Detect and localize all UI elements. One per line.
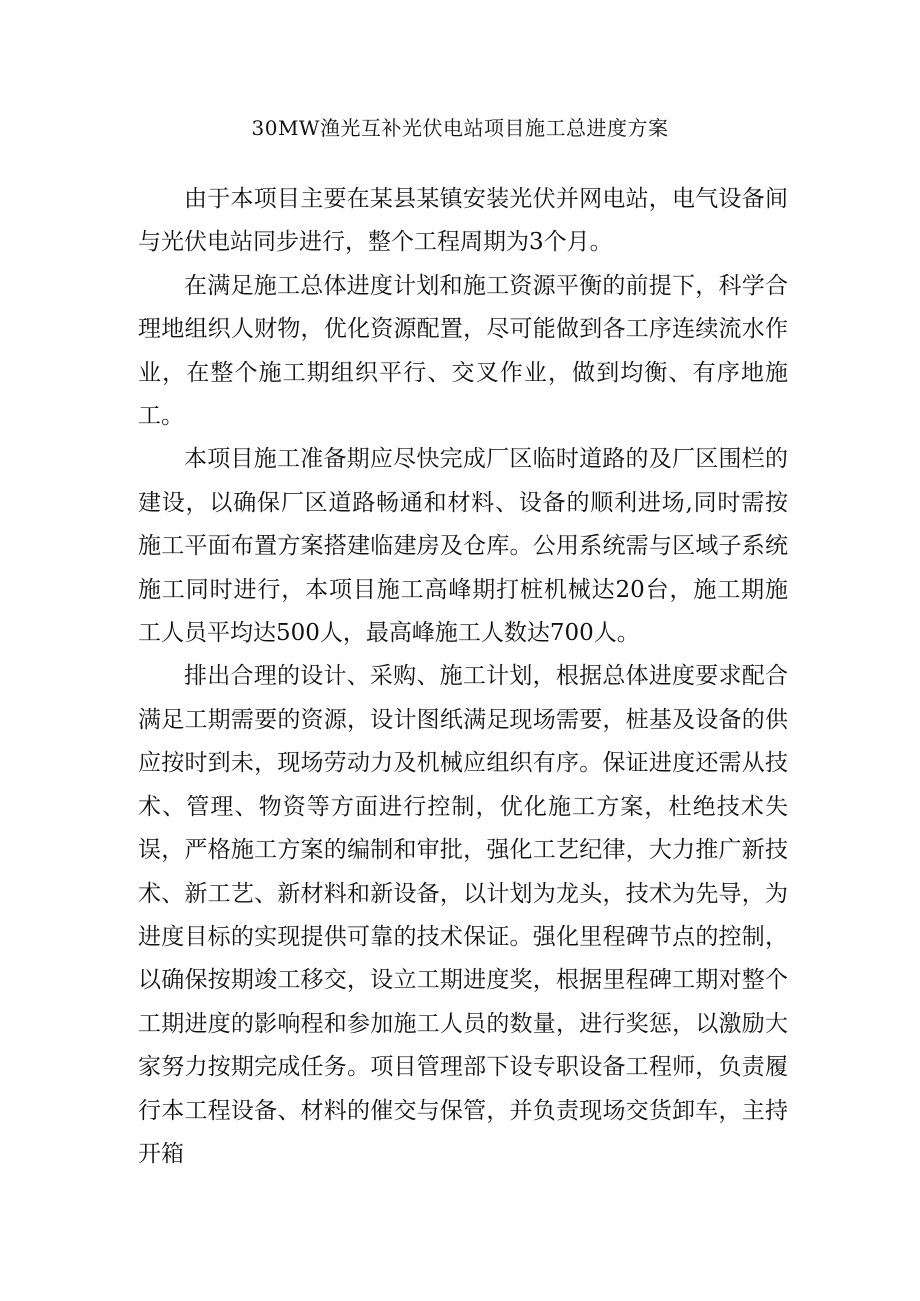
paragraph-preparation-period: 本项目施工准备期应尽快完成厂区临时道路的及厂区围栏的建设，以确保厂区道路畅通和材料、设备的顺利进场,同时需按施工平面布置方案搭建临建房及仓库。公用系统需与区域子系统施工同时进行，本项目施工高峰期打桩机械达20台，施工期施工人员平均达500人，最高峰施工人数达700人。: [138, 446, 788, 647]
paragraph-resource-planning: 在满足施工总体进度计划和施工资源平衡的前提下，科学合理地组织人财物，优化资源配置，尽可能做到各工序连续流水作业，在整个施工期组织平行、交叉作业，做到均衡、有序地施工。: [138, 272, 788, 430]
document-title: 30MW渔光互补光伏电站项目施工总进度方案: [251, 116, 669, 140]
paragraph-project-overview: 由于本项目主要在某县某镇安装光伏并网电站，电气设备间与光伏电站同步进行，整个工程周期为3个月。: [138, 186, 788, 256]
document-body: [138, 178, 788, 1176]
paragraph-schedule-control: 排出合理的设计、采购、施工计划，根据总体进度要求配合满足工期需要的资源，设计图纸满足现场需要，桩基及设备的供应按时到未，现场劳动力及机械应组织有序。保证进度还需从技术、管理、物资等方面进行控制，优化施工方案，杜绝技术失误，严格施工方案的编制和审批，强化工艺纪律，大力推广新技术、新工艺、新材料和新设备，以计划为龙头，技术为先导，为进度目标的实现提供可靠的技术保证。强化里程碑节点的控制，以确保按期竣工移交，设立工期进度奖，根据里程碑工期对整个工期进度的影响程和参加施工人员的数量，进行奖惩，以激励大家努力按期完成任务。项目管理部下设专职设备工程师，负责履行本工程设备、材料的催交与保管，并负责现场交货卸车，主持开箱: [138, 663, 788, 1167]
